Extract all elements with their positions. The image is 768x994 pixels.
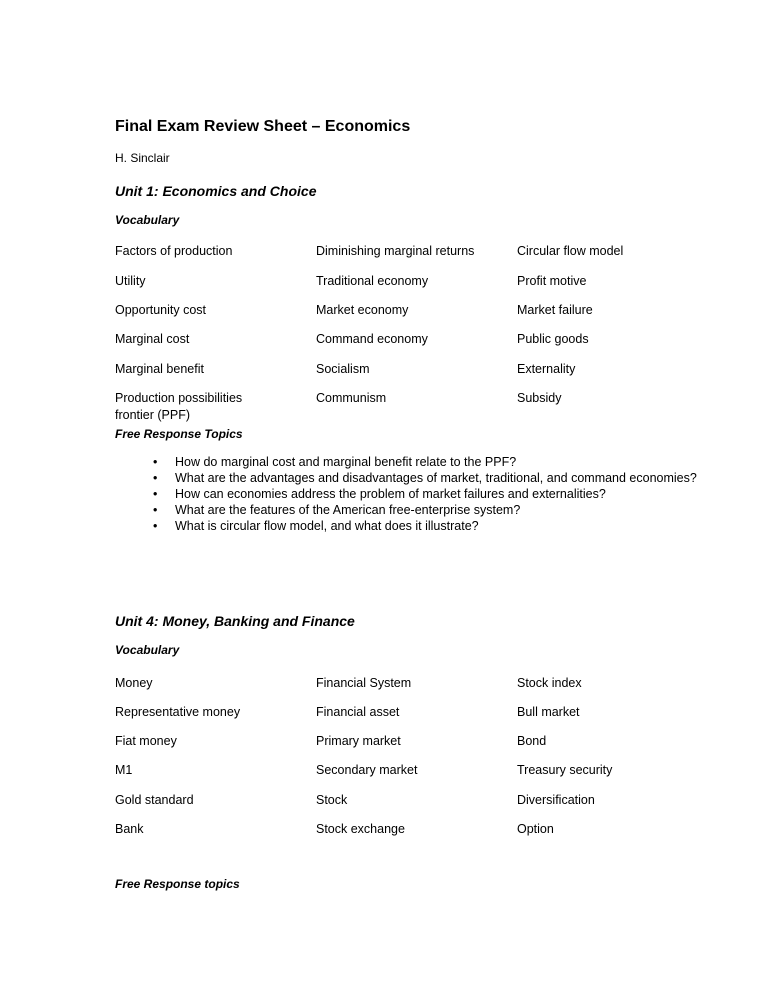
bullet-icon: • [153, 471, 158, 485]
vocabulary-label: Vocabulary [115, 213, 180, 227]
vocab-term: Factors of production [115, 244, 233, 258]
vocab-term: Fiat money [115, 734, 177, 748]
vocab-term: Market economy [316, 303, 409, 317]
free-response-topic: How can economies address the problem of market failures and externalities? [175, 487, 606, 501]
vocab-term: Primary market [316, 734, 401, 748]
vocab-term: Market failure [517, 303, 593, 317]
vocab-term: Socialism [316, 362, 370, 376]
free-response-topic: What are the advantages and disadvantages of market, traditional, and command economies? [175, 471, 697, 485]
vocab-term: Money [115, 676, 153, 690]
vocab-term: Financial System [316, 676, 412, 690]
free-response-label: Free Response topics [115, 877, 240, 891]
document-title: Final Exam Review Sheet – Economics [115, 118, 411, 135]
vocab-term: Gold standard [115, 793, 194, 807]
bullet-icon: • [153, 503, 158, 517]
free-response-label: Free Response Topics [115, 427, 243, 441]
vocab-term: Production possibilities frontier (PPF) [115, 391, 243, 422]
free-response-topic: How do marginal cost and marginal benefit relate to the PPF? [175, 455, 517, 469]
vocab-term: Stock [316, 793, 348, 807]
vocab-term: Profit motive [517, 274, 587, 288]
vocab-term: Stock exchange [316, 822, 405, 836]
vocab-term: Stock index [517, 676, 582, 690]
vocab-term: Financial asset [316, 705, 400, 719]
vocab-term: Circular flow model [517, 244, 624, 258]
bullet-icon: • [153, 487, 158, 501]
unit-heading: Unit 4: Money, Banking and Finance [115, 613, 355, 629]
vocab-term: Traditional economy [316, 274, 429, 288]
unit-heading: Unit 1: Economics and Choice [115, 183, 317, 199]
vocab-term: Marginal cost [115, 332, 190, 346]
vocab-term: Treasury security [517, 763, 613, 777]
vocabulary-label: Vocabulary [115, 643, 180, 657]
vocab-term: Public goods [517, 332, 589, 346]
vocab-term: Opportunity cost [115, 303, 207, 317]
vocab-term: Subsidy [517, 391, 562, 405]
vocab-term: Option [517, 822, 554, 836]
vocab-term: Communism [316, 391, 387, 405]
vocab-term: Representative money [115, 705, 241, 719]
bullet-icon: • [153, 455, 158, 469]
free-response-topic: What is circular flow model, and what does it illustrate? [175, 519, 479, 533]
vocab-term: M1 [115, 763, 133, 777]
vocab-term: Diversification [517, 793, 595, 807]
vocab-term: Utility [115, 274, 146, 288]
vocab-term: Diminishing marginal returns [316, 244, 475, 258]
free-response-topic: What are the features of the American free-enterprise system? [175, 503, 521, 517]
vocab-term: Bond [517, 734, 547, 748]
vocab-term: Command economy [316, 332, 428, 346]
vocab-term: Marginal benefit [115, 362, 204, 376]
vocab-term: Externality [517, 362, 576, 376]
vocab-term: Secondary market [316, 763, 418, 777]
vocab-term: Bank [115, 822, 144, 836]
vocab-term: Bull market [517, 705, 580, 719]
bullet-icon: • [153, 519, 158, 533]
author: H. Sinclair [115, 151, 170, 165]
